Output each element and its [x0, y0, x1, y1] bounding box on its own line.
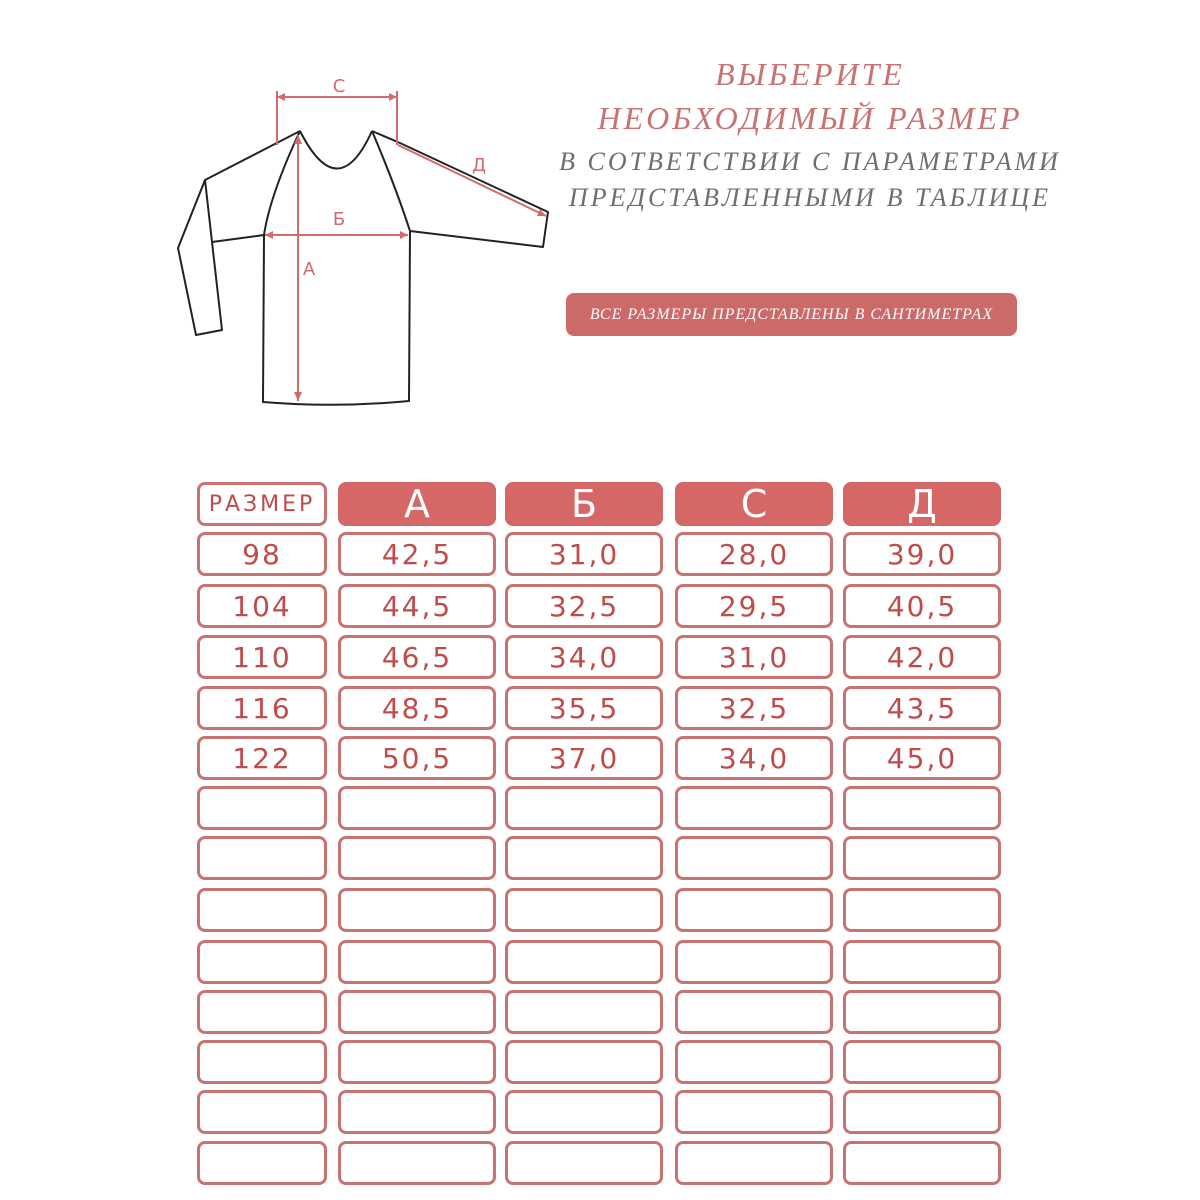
table-cell-d [843, 940, 1001, 984]
table-cell-c [675, 990, 833, 1034]
table-cell-a [338, 990, 496, 1034]
table-cell-b: 32,5 [505, 584, 663, 628]
header-c: С [675, 482, 833, 526]
table-cell-b [505, 1090, 663, 1134]
table-cell-c: 34,0 [675, 736, 833, 780]
title-line-2: НЕОБХОДИМЫЙ РАЗМЕР [597, 100, 1023, 136]
table-cell-d [843, 1090, 1001, 1134]
table-cell-size: 122 [197, 736, 327, 780]
header-a: А [338, 482, 496, 526]
table-cell-b [505, 1040, 663, 1084]
table-cell-a: 50,5 [338, 736, 496, 780]
table-cell-a [338, 1040, 496, 1084]
table-cell-a: 48,5 [338, 686, 496, 730]
table-cell-c: 31,0 [675, 635, 833, 679]
subtitle-line-1: В СОТВЕТСТВИИ С ПАРАМЕТРАМИ [559, 147, 1061, 176]
table-cell-size [197, 786, 327, 830]
table-cell-c: 32,5 [675, 686, 833, 730]
table-cell-size: 104 [197, 584, 327, 628]
measure-b-arrow-left [265, 231, 273, 239]
table-cell-size [197, 888, 327, 932]
table-cell-a: 46,5 [338, 635, 496, 679]
table-cell-c [675, 786, 833, 830]
table-cell-d [843, 836, 1001, 880]
measure-a-arrow-bottom [294, 392, 302, 401]
table-cell-d [843, 888, 1001, 932]
table-cell-c [675, 1040, 833, 1084]
table-cell-a [338, 836, 496, 880]
table-cell-size [197, 1040, 327, 1084]
table-cell-b [505, 836, 663, 880]
table-cell-c [675, 836, 833, 880]
measure-c-arrow-left [277, 93, 285, 101]
table-cell-d [843, 1040, 1001, 1084]
table-cell-size [197, 940, 327, 984]
measure-c-label: С [332, 76, 346, 97]
table-cell-size: 98 [197, 532, 327, 576]
table-cell-c [675, 940, 833, 984]
measure-a-label: А [302, 259, 316, 280]
table-cell-c [675, 888, 833, 932]
shirt-outline [178, 131, 548, 405]
table-cell-d: 42,0 [843, 635, 1001, 679]
table-cell-b: 35,5 [505, 686, 663, 730]
table-cell-a [338, 1090, 496, 1134]
table-cell-b: 37,0 [505, 736, 663, 780]
measure-lines [265, 91, 546, 401]
table-cell-c [675, 1141, 833, 1185]
table-cell-b [505, 888, 663, 932]
table-cell-a [338, 888, 496, 932]
table-cell-b [505, 786, 663, 830]
table-cell-c: 28,0 [675, 532, 833, 576]
table-cell-d [843, 990, 1001, 1034]
shirt-diagram [160, 60, 580, 420]
measure-d-label: Д [471, 155, 487, 176]
table-cell-b [505, 1141, 663, 1185]
table-cell-size [197, 990, 327, 1034]
measure-b-label: Б [332, 209, 346, 230]
table-cell-d: 39,0 [843, 532, 1001, 576]
table-cell-d [843, 1141, 1001, 1185]
header-d: Д [843, 482, 1001, 526]
table-cell-b: 34,0 [505, 635, 663, 679]
table-cell-size: 116 [197, 686, 327, 730]
subtitle-line-2: ПРЕДСТАВЛЕННЫМИ В ТАБЛИЦЕ [568, 183, 1052, 212]
table-cell-c: 29,5 [675, 584, 833, 628]
header-b: Б [505, 482, 663, 526]
table-cell-d [843, 786, 1001, 830]
table-cell-a: 44,5 [338, 584, 496, 628]
table-cell-size [197, 836, 327, 880]
table-cell-b: 31,0 [505, 532, 663, 576]
table-cell-d: 43,5 [843, 686, 1001, 730]
table-cell-d: 40,5 [843, 584, 1001, 628]
table-cell-size [197, 1090, 327, 1134]
table-cell-size: 110 [197, 635, 327, 679]
table-cell-c [675, 1090, 833, 1134]
title-line-1: ВЫБЕРИТЕ [715, 56, 905, 92]
table-cell-b [505, 990, 663, 1034]
table-cell-a: 42,5 [338, 532, 496, 576]
table-cell-a [338, 1141, 496, 1185]
units-note-badge: ВСЕ РАЗМЕРЫ ПРЕДСТАВЛЕНЫ В САНТИМЕТРАХ [566, 293, 1017, 336]
table-cell-size [197, 1141, 327, 1185]
table-cell-b [505, 940, 663, 984]
table-cell-d: 45,0 [843, 736, 1001, 780]
measure-c-arrow-right [389, 93, 397, 101]
table-cell-a [338, 940, 496, 984]
measure-b-arrow-right [400, 231, 408, 239]
header-size: РАЗМЕР [197, 482, 327, 526]
table-cell-a [338, 786, 496, 830]
